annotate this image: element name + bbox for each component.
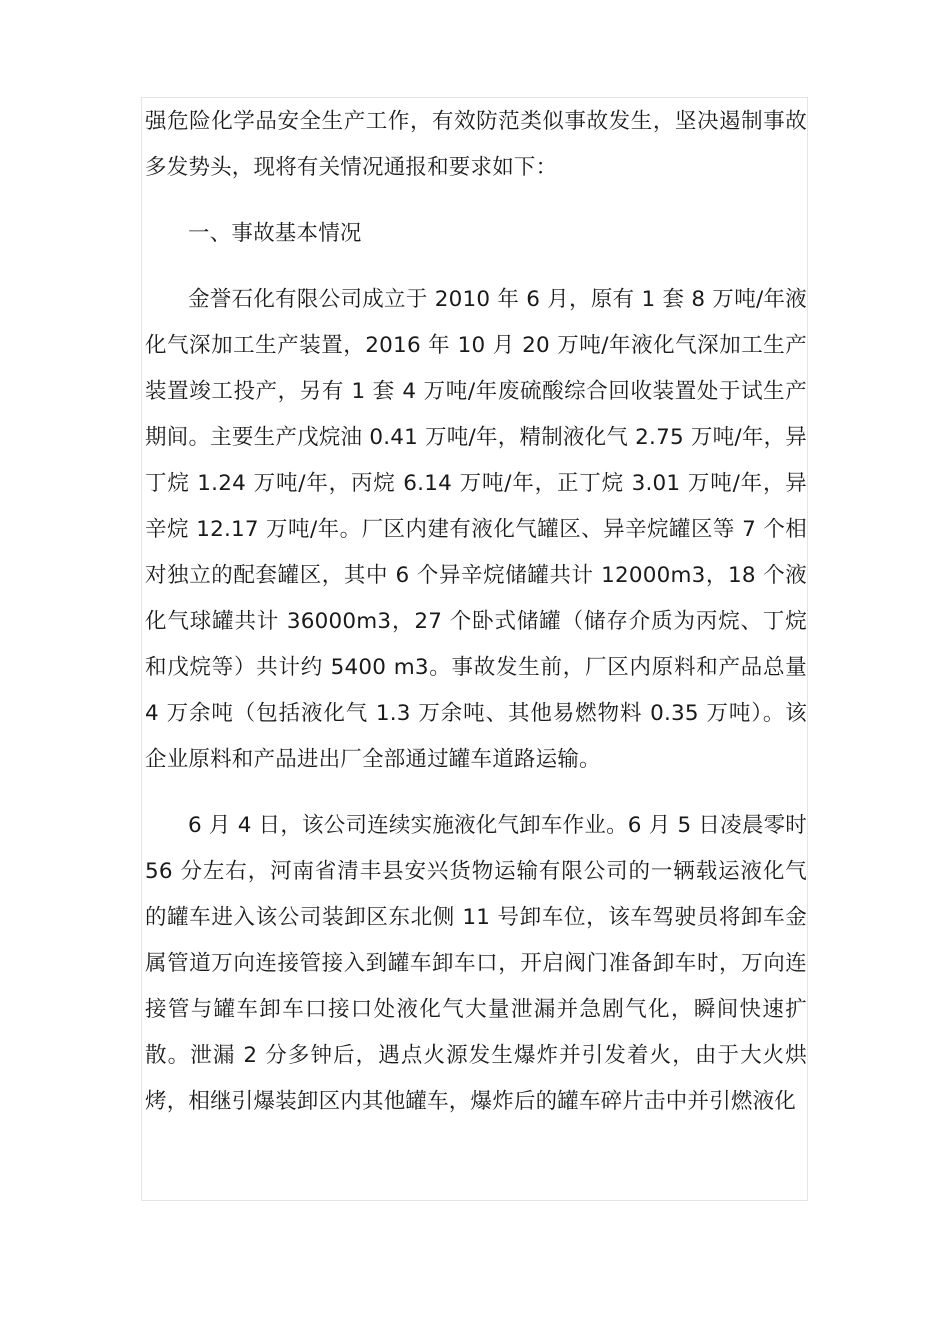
paragraph-gap bbox=[145, 191, 807, 211]
intro-paragraph: 强危险化学品安全生产工作，有效防范类似事故发生，坚决遏制事故多发势头，现将有关情况通报和要求如下： bbox=[145, 109, 807, 180]
company-info-paragraph: 金誉石化有限公司成立于 2010 年 6 月，原有 1 套 8 万吨/年液化气深加工生产装置，2016 年 10 月 20 万吨/年液化气深加工生产装置竣工投产，另有 1 套 4 万吨/年废硫酸综合回收装置处于试生产期间。主要生产戊烷油 0.41 万吨/年，精制液化气 2.75 万吨/年，异丁烷 1.24 万吨/年，丙烷 6.14 万吨/年，正丁烷 3.01 万吨/年，异辛烷 12.17 万吨/年。厂区内建有液化气罐区、异辛烷罐区等 7 个相对独立的配套罐区，其中 6 个异辛烷储罐共计 12000m3，18 个液化气球罐共计 36000m3，27 个卧式储罐（储存介质为丙烷、丁烷和戊烷等）共计约 5400 m3。事故发生前，厂区内原料和产品总量 4 万余吨（包括液化气 1.3 万余吨、其他易燃物料 0.35 万吨）。该企业原料和产品进出厂全部通过罐车道路运输。 bbox=[145, 287, 807, 772]
accident-process-paragraph: 6 月 4 日，该公司连续实施液化气卸车作业。6 月 5 日凌晨零时 56 分左右，河南省清丰县安兴货物运输有限公司的一辆载运液化气的罐车进入该公司装卸区东北侧 11 号卸车位，该车驾驶员将卸车金属管道万向连接管接入到罐车卸车口，开启阀门准备卸车时，万向连接管与罐车卸车口接口处液化气大量泄漏并急剧气化，瞬间快速扩散。泄漏 2 分多钟后，遇点火源发生爆炸并引发着火，由于大火烘烤，相继引爆装卸区内其他罐车，爆炸后的罐车碎片击中并引燃液化 bbox=[145, 813, 807, 1114]
document-body bbox=[145, 99, 807, 1125]
section-heading: 一、事故基本情况 bbox=[188, 221, 362, 246]
paragraph-gap bbox=[145, 783, 807, 803]
paragraph-gap bbox=[145, 257, 807, 277]
